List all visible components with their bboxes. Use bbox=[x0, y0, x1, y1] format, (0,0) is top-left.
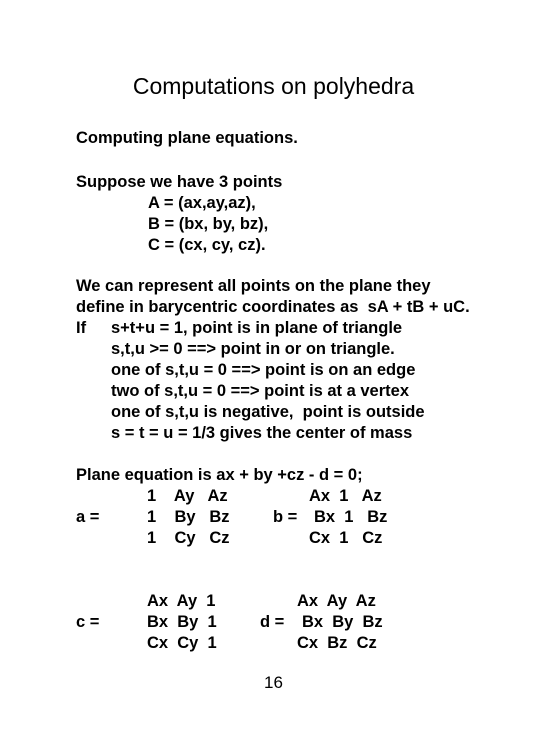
case-item: s,t,u >= 0 ==> point in or on triangle. bbox=[111, 340, 395, 358]
det-c-row: Ax Ay 1 bbox=[147, 592, 216, 610]
page-number: 16 bbox=[264, 673, 283, 692]
case-item: s = t = u = 1/3 gives the center of mass bbox=[111, 424, 413, 442]
suppose-intro: Suppose we have 3 points bbox=[76, 173, 283, 191]
det-c-label: c = bbox=[76, 613, 100, 631]
det-c-row: Cx Cy 1 bbox=[147, 634, 217, 652]
barycentric-line-1: We can represent all points on the plane they bbox=[76, 277, 431, 295]
det-a-row: 1 By Bz bbox=[147, 508, 230, 526]
barycentric-line-2: define in barycentric coordinates as sA + tB + uC. bbox=[76, 298, 470, 316]
det-c-row: Bx By 1 bbox=[147, 613, 217, 631]
point-a: A = (ax,ay,az), bbox=[148, 194, 256, 212]
det-a-label: a = bbox=[76, 508, 100, 526]
det-a-row: 1 Cy Cz bbox=[147, 529, 230, 547]
det-b-row: Cx 1 Cz bbox=[309, 529, 383, 547]
page-title: Computations on polyhedra bbox=[132, 73, 415, 99]
section-heading: Computing plane equations. bbox=[76, 129, 298, 147]
det-d-row: Ax Ay Az bbox=[297, 592, 376, 610]
det-b-label: b = bbox=[273, 508, 298, 526]
point-b: B = (bx, by, bz), bbox=[148, 215, 269, 233]
plane-equation: Plane equation is ax + by +cz - d = 0; bbox=[76, 466, 363, 484]
case-item: one of s,t,u is negative, point is outside bbox=[111, 403, 425, 421]
if-label: If bbox=[76, 319, 87, 337]
det-b-row: Ax 1 Az bbox=[309, 487, 382, 505]
det-a-row: 1 Ay Az bbox=[147, 487, 228, 505]
det-d-label: d = bbox=[260, 613, 285, 631]
case-item: one of s,t,u = 0 ==> point is on an edge bbox=[111, 361, 416, 379]
det-d-row: Bx By Bz bbox=[302, 613, 383, 631]
det-b-row: Bx 1 Bz bbox=[314, 508, 388, 526]
det-d-row: Cx Bz Cz bbox=[297, 634, 377, 652]
case-item: s+t+u = 1, point is in plane of triangle bbox=[111, 319, 403, 337]
case-item: two of s,t,u = 0 ==> point is at a vertex bbox=[111, 382, 410, 400]
point-c: C = (cx, cy, cz). bbox=[148, 236, 266, 254]
